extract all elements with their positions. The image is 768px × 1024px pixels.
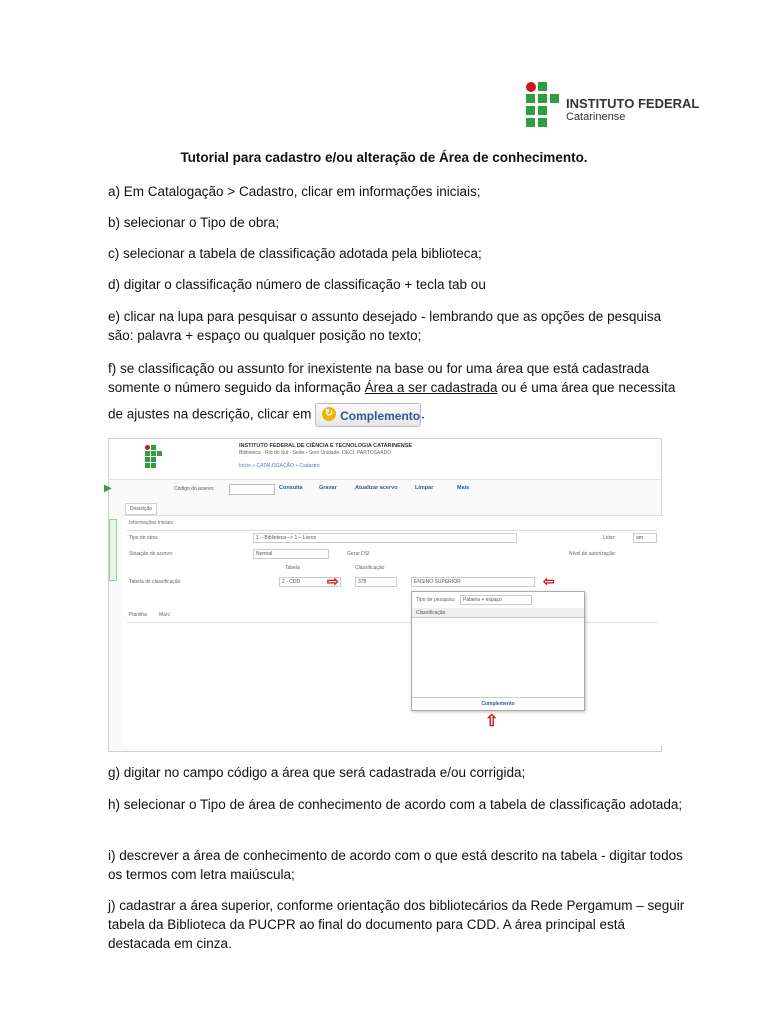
table-label: Tabela de classificação bbox=[129, 579, 181, 585]
toolbar-atualizar: Atualizar acervo bbox=[355, 485, 398, 491]
screenshot-library-line: Biblioteca · Rio do Sul · Sede • Sem Unidade. OECI: PARTOSAADO bbox=[239, 450, 392, 456]
gerar-dsi: Gerar DSI bbox=[347, 551, 370, 557]
toolbar-gravar: Gravar bbox=[319, 485, 337, 491]
step-i: i) descrever a área de conhecimento de acordo com o que está descrito na tabela - digitar todos os termos com letra maiúscula; bbox=[108, 848, 683, 882]
step-b: b) selecionar o Tipo de obra; bbox=[108, 215, 280, 230]
logo-subname: Catarinense bbox=[566, 111, 626, 123]
logo-red-dot bbox=[526, 82, 536, 92]
search-popup bbox=[411, 591, 585, 711]
step-f-text-3: de ajustes na descrição, clicar em bbox=[108, 406, 312, 422]
tab-planilha: Planilha bbox=[129, 612, 147, 618]
step-f-text-1: f) se classificação ou assunto for inexistente na base ou for uma área que está cadastrada somente o número seguido da informação bbox=[108, 361, 650, 395]
institution-logo bbox=[526, 82, 706, 128]
step-h: h) selecionar o Tipo de área de conhecimento de acordo com a tabela de classificação adotada; bbox=[108, 797, 683, 812]
table-field: 2 - CDD bbox=[279, 577, 341, 587]
screenshot-breadcrumb: Início » CATALOGAÇÃO » Cadastro bbox=[239, 463, 320, 469]
subject-field: ENSINO SUPERIOR bbox=[411, 577, 535, 587]
step-j: j) cadastrar a área superior, conforme orientação dos bibliotecários da Rede Pergamum – seguir tabela da Biblioteca da PUCPR ao final do documento para CDD. A área principal está destacada em cinza. bbox=[108, 898, 685, 951]
code-input bbox=[229, 484, 275, 495]
mini-logo bbox=[145, 445, 175, 473]
screenshot-header bbox=[109, 439, 661, 480]
arrow-to-search: ⇦ bbox=[543, 573, 555, 589]
side-help-tab bbox=[109, 519, 117, 581]
lider-label: Líder: bbox=[603, 535, 616, 541]
lider-field: am bbox=[633, 533, 657, 543]
toolbar-limpar: Limpar bbox=[415, 485, 434, 491]
level-label: Nível de autorização: bbox=[569, 551, 616, 557]
step-e: e) clicar na lupa para pesquisar o assunto desejado - lembrando que as opções de pesquisa são: palavra + espaço ou qualquer posição no texto; bbox=[108, 309, 662, 343]
play-icon: ▶ bbox=[104, 483, 112, 494]
step-f-link: Área a ser cadastrada bbox=[364, 380, 498, 395]
document-title: Tutorial para cadastro e/ou alteração de Área de conhecimento. bbox=[180, 150, 588, 165]
tab-marc: Marc bbox=[159, 612, 171, 618]
arrow-up-to-complemento: ⇧ bbox=[485, 713, 499, 730]
screenshot-institution: INSTITUTO FEDERAL DE CIÊNCIA E TECNOLOGIA CATARINENSE bbox=[239, 443, 413, 449]
popup-header: Classificação bbox=[412, 608, 584, 618]
toolbar-mais: Mais bbox=[457, 485, 470, 491]
complemento-button-image bbox=[315, 403, 421, 427]
col-class: Classificação bbox=[355, 565, 385, 571]
col-table: Tabela bbox=[285, 565, 300, 571]
popup-search-label: Tipo de pesquisa: bbox=[416, 597, 456, 603]
section-title: Informações iniciais bbox=[129, 520, 173, 526]
step-d: d) digitar o classificação número de classificação + tecla tab ou bbox=[108, 277, 486, 292]
step-c: c) selecionar a tabela de classificação adotada pela biblioteca; bbox=[108, 246, 482, 261]
step-f-line2: de ajustes na descrição, clicar em ↻ Complemento . bbox=[108, 403, 688, 427]
arrow-to-class: ⇨ bbox=[327, 573, 339, 589]
type-label: Tipo de obra: bbox=[129, 535, 159, 541]
step-a: a) Em Catalogação > Cadastro, clicar em informações iniciais; bbox=[108, 184, 481, 199]
code-label: Código do acervo: bbox=[174, 486, 215, 492]
status-label: Situação do acervo: bbox=[129, 551, 174, 557]
logo-name: INSTITUTO FEDERAL bbox=[566, 96, 700, 111]
step-f-text-2: ou é uma área que necessita bbox=[497, 380, 676, 395]
class-field: 378 bbox=[355, 577, 397, 587]
popup-complemento: Complemento bbox=[412, 697, 584, 710]
tab-descricao: Descrição bbox=[125, 503, 157, 515]
type-field: 1 – Biblioteca –> 1 – Livros bbox=[253, 533, 517, 543]
step-g: g) digitar no campo código a área que será cadastrada e/ou corrigida; bbox=[108, 765, 526, 780]
popup-search-select: Palavra + espaço bbox=[460, 595, 532, 605]
embedded-screenshot bbox=[104, 438, 662, 752]
toolbar-consulta: Consulta bbox=[279, 485, 303, 491]
screenshot-toolbar bbox=[119, 483, 659, 495]
status-field: Normal bbox=[253, 549, 329, 559]
complemento-button-label: Complemento bbox=[340, 409, 421, 423]
step-f bbox=[108, 359, 688, 397]
complemento-icon: ↻ bbox=[322, 407, 336, 421]
